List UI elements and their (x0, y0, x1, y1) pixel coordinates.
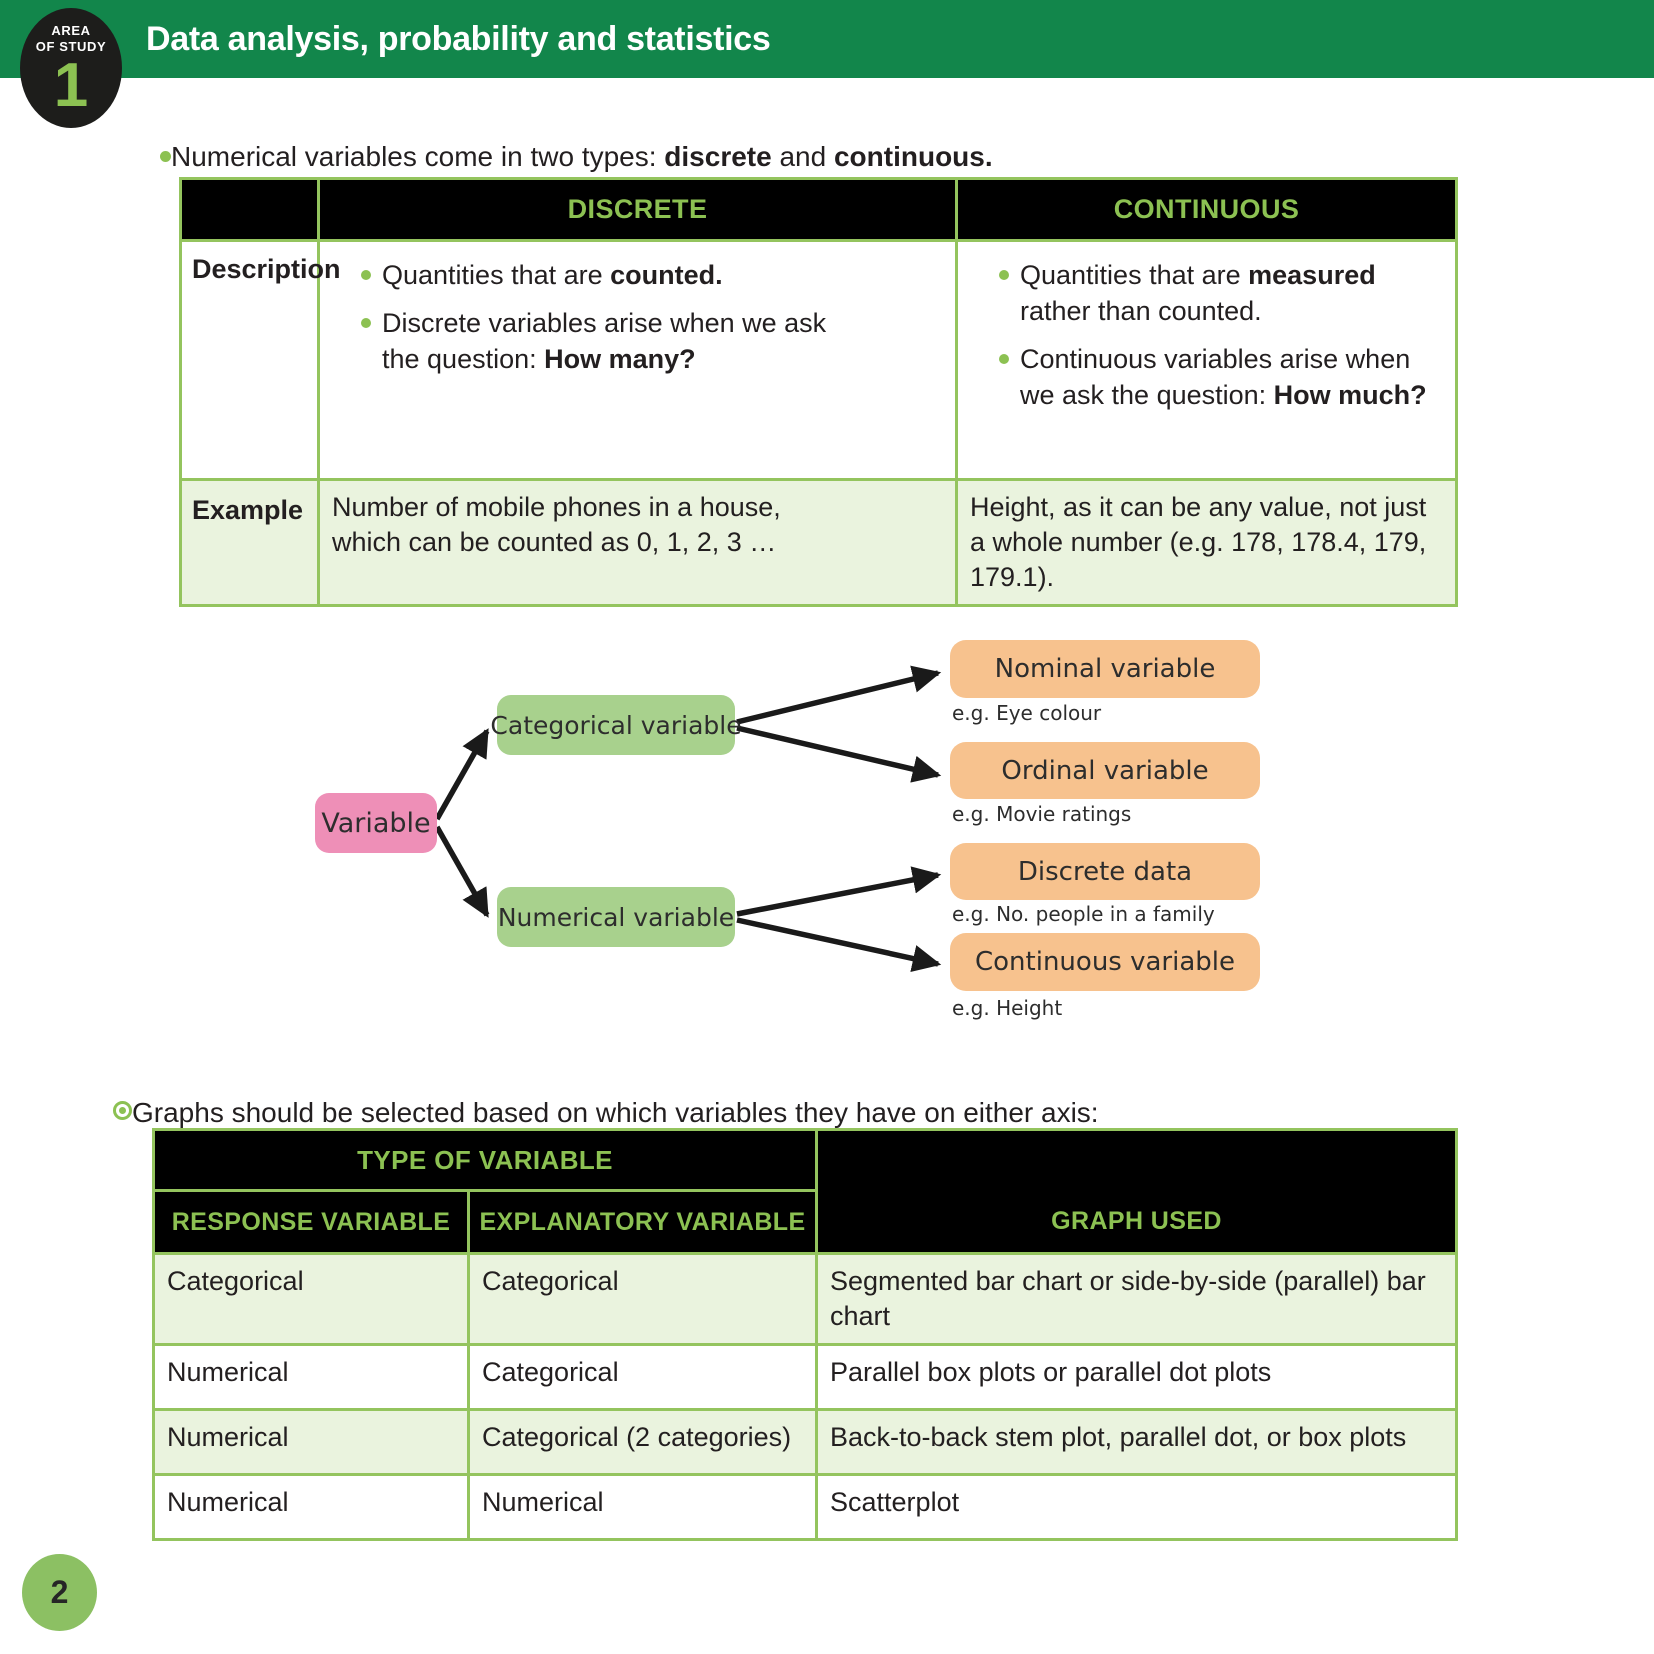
table1-header-row (181, 179, 1457, 241)
table2-cell-graph: Scatterplot (817, 1475, 1457, 1540)
table2-group-header-row (154, 1130, 1457, 1191)
table1-example-row (181, 480, 1457, 606)
badge-area-label: AREA (51, 22, 91, 38)
table2-cell-graph: Parallel box plots or parallel dot plots (817, 1345, 1457, 1410)
table1-cell-continuous-description (957, 241, 1457, 480)
diagram-node-discrete-data: Discrete data (950, 843, 1260, 900)
table2-header-response-variable: RESPONSE VARIABLE (154, 1191, 469, 1254)
discrete-continuous-table (179, 177, 1458, 607)
diagram-example-continuous: e.g. Height (952, 996, 1063, 1020)
table1-cell-discrete-description (319, 241, 957, 480)
table1-header-continuous: CONTINUOUS (957, 179, 1457, 241)
table2-cell-explanatory: Categorical (469, 1345, 817, 1410)
diagram-node-ordinal-variable: Ordinal variable (950, 742, 1260, 799)
text-segment: Height, as it can be any value, not just a whole number (e.g. 178, 178.4, 179, 179.1). (970, 492, 1427, 592)
text-segment: Quantities that are (382, 260, 611, 290)
badge-of-study-label: OF STUDY (35, 38, 107, 54)
text-segment-bold: counted. (610, 260, 723, 290)
table-row (154, 1475, 1457, 1540)
table2-header-explanatory-variable: EXPLANATORY VARIABLE (469, 1191, 817, 1254)
text-segment-bold: How much? (1273, 380, 1427, 410)
diagram-example-nominal: e.g. Eye colour (952, 701, 1102, 725)
text-segment-bold: continuous. (833, 141, 993, 172)
table2-cell-graph: Segmented bar chart or side-by-side (parallel) bar chart (817, 1254, 1457, 1345)
table1-row-label-description: Description (181, 241, 319, 480)
badge-number: 1 (53, 50, 89, 120)
variable-types-diagram (0, 590, 1654, 1040)
table2-cell-response: Categorical (154, 1254, 469, 1345)
table1-header-blank (181, 179, 319, 241)
table2-cell-explanatory: Numerical (469, 1475, 817, 1540)
page-title: Data analysis, probability and statistics (146, 20, 771, 58)
text-segment: Numerical variables come in two types: (171, 141, 665, 172)
diagram-node-nominal-variable: Nominal variable (950, 640, 1260, 698)
text-segment: Quantities that are (1020, 260, 1249, 290)
bullet-dot-icon (160, 151, 171, 162)
table1-description-row (181, 241, 1457, 480)
table2-cell-graph: Back-to-back stem plot, parallel dot, or box plots (817, 1410, 1457, 1475)
bullet-ring-icon (113, 1101, 132, 1120)
graph-selection-table (152, 1128, 1458, 1541)
graphs-bullet (113, 1096, 1099, 1130)
diagram-node-continuous-variable: Continuous variable (950, 933, 1260, 991)
diagram-node-categorical-variable: Categorical variable (497, 695, 735, 755)
table1-cell-discrete-example (319, 480, 957, 606)
continuous-bullet-list (959, 243, 1454, 413)
area-of-study-badge (20, 8, 122, 128)
bullet-item (1020, 257, 1436, 329)
discrete-bullet-list (321, 243, 954, 377)
text-segment: and (771, 141, 834, 172)
page-number: 2 (50, 1574, 69, 1610)
text-segment-bold: How many? (544, 344, 696, 374)
table-row (154, 1254, 1457, 1345)
table1-cell-continuous-example (957, 480, 1457, 606)
page-header-bar (0, 0, 1654, 78)
bullet-item (382, 257, 862, 293)
text-segment-bold: discrete (664, 141, 772, 172)
text-segment: Number of mobile phones in a house, which can be counted as 0, 1, 2, 3 … (332, 492, 781, 557)
bullet-item (382, 305, 862, 377)
text-segment-bold: measured (1248, 260, 1376, 290)
diagram-example-ordinal: e.g. Movie ratings (952, 802, 1132, 826)
table2-header-graph-used: GRAPH USED (817, 1130, 1457, 1254)
diagram-node-numerical-variable: Numerical variable (497, 887, 735, 947)
graphs-bullet-text: Graphs should be selected based on which variables they have on either axis: (132, 1097, 1099, 1128)
text-segment: Discrete variables arise when we ask the question: (382, 308, 827, 374)
intro-bullet-text (171, 140, 993, 174)
table1-header-discrete: DISCRETE (319, 179, 957, 241)
table2-cell-response: Numerical (154, 1410, 469, 1475)
table2-cell-response: Numerical (154, 1345, 469, 1410)
table-row (154, 1410, 1457, 1475)
table1-row-label-example: Example (181, 480, 319, 606)
table2-cell-explanatory: Categorical (469, 1254, 817, 1345)
table2-cell-response: Numerical (154, 1475, 469, 1540)
diagram-example-discrete: e.g. No. people in a family (952, 902, 1215, 926)
bullet-item (1020, 341, 1436, 413)
text-segment: rather than counted. (1020, 296, 1262, 326)
page-number-badge (22, 1554, 97, 1631)
diagram-arrows (0, 590, 1654, 1040)
table2-cell-explanatory: Categorical (2 categories) (469, 1410, 817, 1475)
diagram-node-variable: Variable (315, 793, 437, 853)
intro-bullet (160, 140, 993, 174)
table-row (154, 1345, 1457, 1410)
table2-header-type-of-variable: TYPE OF VARIABLE (154, 1130, 817, 1191)
text-segment: Continuous variables arise when we ask the question: (1020, 344, 1411, 410)
